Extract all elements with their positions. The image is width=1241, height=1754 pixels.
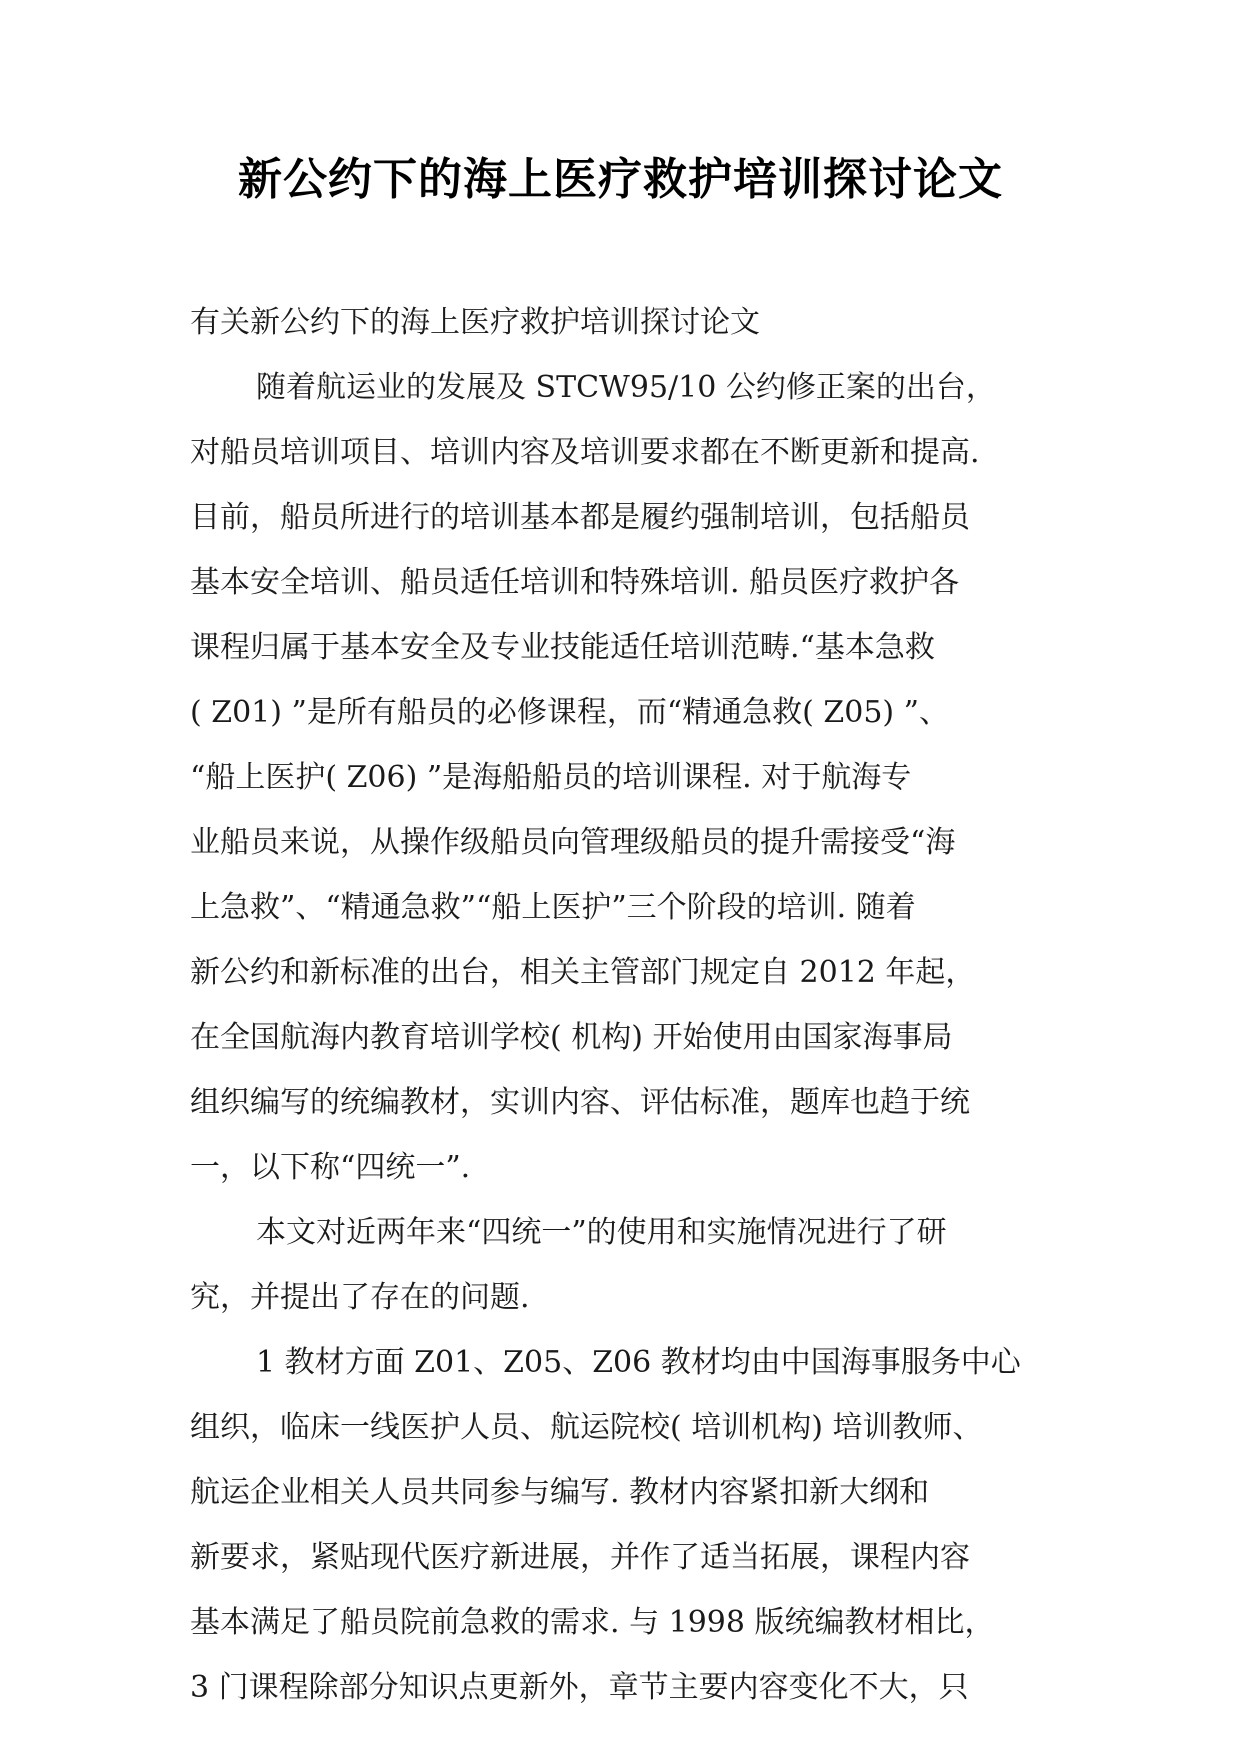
paragraph-line: 3 门课程除部分知识点更新外，章节主要内容变化不大，只 xyxy=(190,1670,969,1705)
paragraph-line: 业船员来说，从操作级船员向管理级船员的提升需接受“海 xyxy=(190,825,956,860)
paragraph-line: “船上医护( Z06) ”是海船船员的培训课程. 对于航海专 xyxy=(190,760,912,795)
paragraph-line: 课程归属于基本安全及专业技能适任培训范畴.“基本急救 xyxy=(190,630,935,665)
paragraph-line: 基本满足了船员院前急救的需求. 与 1998 版统编教材相比， xyxy=(190,1605,995,1640)
paragraph-line: 新要求，紧贴现代医疗新进展，并作了适当拓展，课程内容 xyxy=(190,1540,970,1575)
document-subtitle: 有关新公约下的海上医疗救护培训探讨论文 xyxy=(190,305,760,340)
paragraph-line: 组织，临床一线医护人员、航运院校( 培训机构) 培训教师、 xyxy=(190,1410,983,1445)
paragraph-line: 一，以下称“四统一”. xyxy=(190,1150,471,1185)
paragraph-line: 上急救”、“精通急救”“船上医护”三个阶段的培训. 随着 xyxy=(190,890,916,925)
paragraph-line: 究，并提出了存在的问题. xyxy=(190,1280,530,1315)
document-title: 新公约下的海上医疗救护培训探讨论文 xyxy=(238,154,1003,205)
document-body xyxy=(190,290,1050,1720)
paragraph-line: 新公约和新标准的出台，相关主管部门规定自 2012 年起， xyxy=(190,955,976,990)
paragraph xyxy=(190,1200,1050,1330)
paragraph-line: 基本安全培训、船员适任培训和特殊培训. 船员医疗救护各 xyxy=(190,565,960,600)
paragraph-line: 组织编写的统编教材，实训内容、评估标准，题库也趋于统 xyxy=(190,1085,970,1120)
paragraph-line: 随着航运业的发展及 STCW95/10 公约修正案的出台， xyxy=(256,370,996,405)
paragraph-line: ( Z01) ”是所有船员的必修课程，而“精通急救( Z05) ”、 xyxy=(190,695,950,730)
paragraph-line: 本文对近两年来“四统一”的使用和实施情况进行了研 xyxy=(256,1215,947,1250)
paragraph-line: 1 教材方面 Z01、Z05、Z06 教材均由中国海事服务中心 xyxy=(256,1345,1021,1380)
paragraph xyxy=(190,355,1050,1200)
paragraph-list xyxy=(190,355,1050,1720)
paragraph-line: 对船员培训项目、培训内容及培训要求都在不断更新和提高. xyxy=(190,435,980,470)
paragraph-line: 在全国航海内教育培训学校( 机构) 开始使用由国家海事局 xyxy=(190,1020,953,1055)
paragraph-line: 目前，船员所进行的培训基本都是履约强制培训，包括船员 xyxy=(190,500,970,535)
paragraph xyxy=(190,1330,1050,1720)
paragraph-line: 航运企业相关人员共同参与编写. 教材内容紧扣新大纲和 xyxy=(190,1475,930,1510)
